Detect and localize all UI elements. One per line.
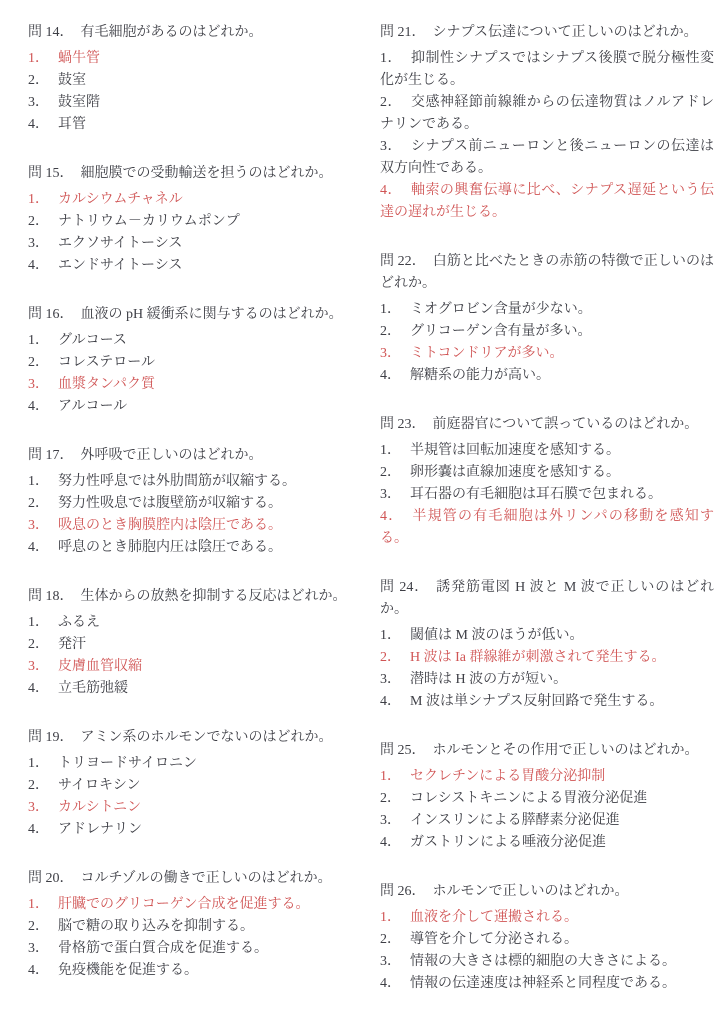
option-number: 4． xyxy=(28,399,49,414)
answer-option-highlighted xyxy=(380,766,714,788)
option-text: シナプス前ニューロンと後ニューロンの伝達は双方向性である。 xyxy=(380,139,714,176)
question-number: 問 24． xyxy=(380,580,430,595)
answer-option xyxy=(28,916,362,938)
question-number: 問 26． xyxy=(380,884,426,899)
option-text: 骨格筋で蛋白質合成を促進する。 xyxy=(58,941,268,956)
answer-option-highlighted xyxy=(28,894,362,916)
option-text: 肝臓でのグリコーゲン合成を促進する。 xyxy=(58,897,310,912)
option-text: コレステロール xyxy=(58,355,156,370)
answer-option xyxy=(380,321,714,343)
answer-option xyxy=(380,832,714,854)
option-text: ふるえ xyxy=(58,615,100,630)
option-text: アドレナリン xyxy=(58,822,142,837)
option-number: 2． xyxy=(28,919,49,934)
option-number: 4． xyxy=(380,976,401,991)
option-number: 4． xyxy=(28,117,49,132)
question-block xyxy=(380,251,714,387)
question-text: シナプス伝達について正しいのはどれか。 xyxy=(432,25,698,40)
option-text: ミトコンドリアが多い。 xyxy=(410,346,564,361)
question-text: アミン系のホルモンでないのはどれか。 xyxy=(80,730,333,745)
option-text: 血液を介して運搬される。 xyxy=(410,910,578,925)
option-text: セクレチンによる胃酸分泌抑制 xyxy=(410,769,606,784)
question-title xyxy=(28,445,362,467)
question-block xyxy=(380,577,714,713)
option-text: 免疫機能を促進する。 xyxy=(58,963,198,978)
option-text: トリヨードサイロニン xyxy=(58,756,198,771)
question-number: 問 14． xyxy=(28,25,74,40)
option-number: 4． xyxy=(28,822,49,837)
option-number: 1． xyxy=(380,302,401,317)
answer-option xyxy=(28,70,362,92)
answer-option-highlighted xyxy=(28,656,362,678)
answer-option xyxy=(380,691,714,713)
option-text: グルコース xyxy=(58,333,127,348)
answer-option xyxy=(28,330,362,352)
answer-option xyxy=(380,788,714,810)
answer-option xyxy=(380,299,714,321)
option-text: 軸索の興奮伝導に比べ、シナプス遅延という伝達の遅れが生じる。 xyxy=(380,183,714,220)
question-number: 問 22． xyxy=(380,254,426,269)
answer-option-highlighted xyxy=(380,180,714,224)
question-number: 問 20． xyxy=(28,871,74,886)
question-title xyxy=(380,251,714,295)
answer-option xyxy=(28,960,362,982)
option-number: 4． xyxy=(380,183,402,198)
option-text: ミオグロビン含量が少ない。 xyxy=(410,302,592,317)
question-block xyxy=(28,586,362,700)
option-number: 1． xyxy=(380,910,401,925)
option-text: 抑制性シナプスではシナプス後膜で脱分極性変化が生じる。 xyxy=(380,51,714,88)
option-number: 1． xyxy=(28,333,49,348)
option-number: 2． xyxy=(380,95,402,110)
option-number: 1． xyxy=(28,756,49,771)
answer-option-highlighted xyxy=(380,343,714,365)
answer-option-highlighted xyxy=(28,48,362,70)
option-text: 卵形嚢は直線加速度を感知する。 xyxy=(410,465,620,480)
option-text: ナトリウム－カリウムポンプ xyxy=(58,214,240,229)
question-title xyxy=(28,868,362,890)
question-number: 問 15． xyxy=(28,166,74,181)
option-number: 1． xyxy=(28,615,49,630)
option-number: 3． xyxy=(380,487,401,502)
option-text: コレシストキニンによる胃液分泌促進 xyxy=(410,791,648,806)
answer-option xyxy=(28,255,362,277)
question-title xyxy=(28,163,362,185)
option-number: 3． xyxy=(28,941,49,956)
question-number: 問 19． xyxy=(28,730,74,745)
option-number: 1． xyxy=(380,51,403,66)
option-text: 蝸牛管 xyxy=(58,51,100,66)
option-number: 4． xyxy=(28,681,49,696)
question-text: 有毛細胞があるのはどれか。 xyxy=(80,25,263,40)
option-number: 2． xyxy=(380,324,401,339)
option-text: H 波は Ia 群線維が刺激されて発生する。 xyxy=(410,650,666,665)
option-text: 鼓室階 xyxy=(58,95,100,110)
option-text: カルシトニン xyxy=(58,800,142,815)
option-text: サイロキシン xyxy=(58,778,141,793)
option-number: 4． xyxy=(380,835,401,850)
option-text: エンドサイトーシス xyxy=(58,258,183,273)
option-number: 4． xyxy=(380,509,404,524)
option-text: 導管を介して分泌される。 xyxy=(410,932,578,947)
option-number: 3． xyxy=(380,139,402,154)
option-text: 半規管は回転加速度を感知する。 xyxy=(410,443,620,458)
option-text: 努力性呼息では外肋間筋が収縮する。 xyxy=(58,474,296,489)
question-number: 問 21． xyxy=(380,25,426,40)
question-number: 問 25． xyxy=(380,743,426,758)
answer-option xyxy=(28,471,362,493)
option-number: 1． xyxy=(28,51,49,66)
option-number: 2． xyxy=(380,932,401,947)
answer-option xyxy=(28,352,362,374)
question-block xyxy=(28,868,362,982)
option-number: 3． xyxy=(380,813,401,828)
option-number: 2． xyxy=(28,778,49,793)
option-text: 鼓室 xyxy=(58,73,86,88)
option-text: インスリンによる膵酵素分泌促進 xyxy=(410,813,620,828)
option-number: 3． xyxy=(28,95,49,110)
question-number: 問 17． xyxy=(28,448,74,463)
option-text: カルシウムチャネル xyxy=(58,192,183,207)
answer-option xyxy=(28,753,362,775)
right-column xyxy=(380,22,714,1024)
answer-option xyxy=(28,678,362,700)
option-text: 閾値は M 波のほうが低い。 xyxy=(410,628,584,643)
option-text: 解糖系の能力が高い。 xyxy=(410,368,550,383)
answer-option xyxy=(380,92,714,136)
option-number: 4． xyxy=(380,368,401,383)
option-number: 1． xyxy=(28,474,49,489)
option-number: 2． xyxy=(28,73,49,88)
answer-option xyxy=(380,365,714,387)
answer-option xyxy=(28,819,362,841)
option-text: 耳石器の有毛細胞は耳石膜で包まれる。 xyxy=(410,487,662,502)
answer-option xyxy=(380,669,714,691)
question-block xyxy=(28,22,362,136)
answer-option xyxy=(28,938,362,960)
option-text: 呼息のとき肺胞内圧は陰圧である。 xyxy=(58,540,282,555)
option-number: 2． xyxy=(28,214,49,229)
option-text: エクソサイトーシス xyxy=(58,236,183,251)
option-number: 2． xyxy=(380,465,401,480)
answer-option xyxy=(28,233,362,255)
option-text: 潜時は H 波の方が短い。 xyxy=(410,672,568,687)
answer-option xyxy=(28,211,362,233)
option-number: 1． xyxy=(380,443,401,458)
question-text: 細胞膜での受動輸送を担うのはどれか。 xyxy=(80,166,333,181)
option-number: 3． xyxy=(380,346,401,361)
answer-option xyxy=(28,612,362,634)
question-block xyxy=(380,414,714,550)
option-number: 2． xyxy=(380,650,401,665)
answer-option xyxy=(28,396,362,418)
answer-option xyxy=(28,114,362,136)
question-title xyxy=(380,22,714,44)
option-number: 1． xyxy=(28,192,49,207)
question-title xyxy=(28,304,362,326)
question-text: 血液の pH 緩衝系に関与するのはどれか。 xyxy=(80,307,343,322)
answer-option xyxy=(380,973,714,995)
option-number: 4． xyxy=(380,694,401,709)
answer-option xyxy=(380,951,714,973)
question-block xyxy=(380,22,714,224)
option-text: 吸息のとき胸膜腔内は陰圧である。 xyxy=(58,518,282,533)
answer-option-highlighted xyxy=(380,907,714,929)
answer-option xyxy=(28,92,362,114)
answer-option xyxy=(380,625,714,647)
question-title xyxy=(380,577,714,621)
option-number: 1． xyxy=(380,628,401,643)
answer-option xyxy=(28,493,362,515)
question-text: 外呼吸で正しいのはどれか。 xyxy=(80,448,263,463)
option-text: 発汗 xyxy=(58,637,86,652)
option-text: グリコーゲン含有量が多い。 xyxy=(410,324,592,339)
option-text: 立毛筋弛緩 xyxy=(58,681,128,696)
answer-option-highlighted xyxy=(28,797,362,819)
question-text: 前庭器官について誤っているのはどれか。 xyxy=(432,417,699,432)
question-text: 誘発筋電図 H 波と M 波で正しいのはどれか。 xyxy=(380,580,715,617)
option-number: 2． xyxy=(28,637,49,652)
question-block xyxy=(380,881,714,995)
answer-option xyxy=(380,136,714,180)
option-text: 交感神経節前線維からの伝達物質はノルアドレナリンである。 xyxy=(380,95,714,132)
option-text: ガストリンによる唾液分泌促進 xyxy=(410,835,606,850)
question-text: 生体からの放熱を抑制する反応はどれか。 xyxy=(80,589,347,604)
question-number: 問 18． xyxy=(28,589,74,604)
option-number: 3． xyxy=(28,236,49,251)
answer-option xyxy=(380,810,714,832)
answer-option xyxy=(380,48,714,92)
option-number: 3． xyxy=(380,954,401,969)
option-number: 1． xyxy=(380,769,401,784)
question-number: 問 16． xyxy=(28,307,74,322)
option-number: 3． xyxy=(380,672,401,687)
option-text: 情報の伝達速度は神経系と同程度である。 xyxy=(410,976,676,991)
question-text: 白筋と比べたときの赤筋の特徴で正しいのはどれか。 xyxy=(380,254,715,291)
answer-option xyxy=(380,929,714,951)
answer-option xyxy=(28,775,362,797)
option-number: 4． xyxy=(28,963,49,978)
option-text: 皮膚血管収縮 xyxy=(58,659,142,674)
option-text: 血漿タンパク質 xyxy=(58,377,156,392)
option-text: 半規管の有毛細胞は外リンパの移動を感知する。 xyxy=(380,509,715,546)
answer-option-highlighted xyxy=(28,374,362,396)
question-title xyxy=(380,881,714,903)
answer-option xyxy=(28,537,362,559)
answer-option xyxy=(380,462,714,484)
question-title xyxy=(28,586,362,608)
answer-option xyxy=(380,484,714,506)
answer-option-highlighted xyxy=(380,506,714,550)
option-text: 脳で糖の取り込みを抑制する。 xyxy=(58,919,254,934)
question-block xyxy=(28,304,362,418)
question-block xyxy=(28,727,362,841)
question-text: ホルモンとその作用で正しいのはどれか。 xyxy=(432,743,699,758)
option-text: 耳管 xyxy=(58,117,86,132)
option-text: アルコール xyxy=(58,399,128,414)
option-number: 3． xyxy=(28,518,49,533)
question-number: 問 23． xyxy=(380,417,426,432)
question-title xyxy=(380,414,714,436)
question-text: コルチゾルの働きで正しいのはどれか。 xyxy=(80,871,332,886)
question-title xyxy=(28,22,362,44)
left-column xyxy=(28,22,362,1024)
question-block xyxy=(380,740,714,854)
answer-option xyxy=(28,634,362,656)
option-number: 3． xyxy=(28,800,49,815)
option-number: 2． xyxy=(380,791,401,806)
option-number: 2． xyxy=(28,496,49,511)
question-title xyxy=(28,727,362,749)
option-number: 4． xyxy=(28,258,49,273)
answer-option-highlighted xyxy=(28,515,362,537)
answer-option xyxy=(380,440,714,462)
question-title xyxy=(380,740,714,762)
option-number: 1． xyxy=(28,897,49,912)
option-number: 4． xyxy=(28,540,49,555)
option-number: 3． xyxy=(28,659,49,674)
question-block xyxy=(28,163,362,277)
option-number: 3． xyxy=(28,377,49,392)
option-text: 努力性吸息では腹壁筋が収縮する。 xyxy=(58,496,282,511)
answer-option-highlighted xyxy=(380,647,714,669)
option-text: M 波は単シナプス反射回路で発生する。 xyxy=(410,694,664,709)
option-number: 2． xyxy=(28,355,49,370)
answer-option-highlighted xyxy=(28,189,362,211)
question-block xyxy=(28,445,362,559)
option-text: 情報の大きさは標的細胞の大きさによる。 xyxy=(410,954,676,969)
question-text: ホルモンで正しいのはどれか。 xyxy=(432,884,629,899)
